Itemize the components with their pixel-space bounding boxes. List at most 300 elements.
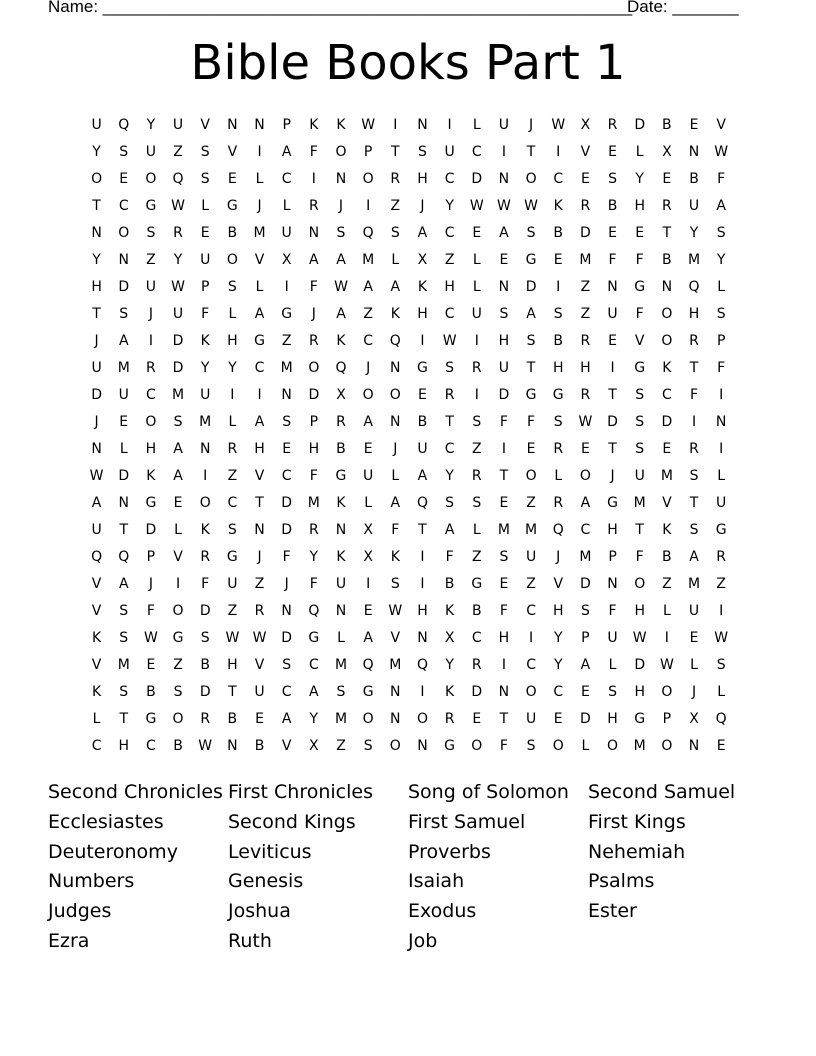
grid-letter: H [634, 683, 645, 700]
grid-letter: Z [146, 251, 156, 268]
grid-letter: U [471, 305, 482, 322]
grid-letter: E [608, 332, 617, 349]
grid-letter: G [607, 494, 618, 511]
grid-letter: D [118, 467, 130, 484]
grid-letter: D [145, 521, 157, 538]
grid-letter: E [363, 440, 373, 457]
grid-letter: U [145, 278, 157, 295]
grid-letter: A [309, 251, 319, 268]
grid-letter: O [661, 737, 673, 754]
grid-letter: Q [552, 521, 564, 538]
grid-letter: H [688, 305, 700, 322]
grid-letter: J [257, 548, 262, 565]
grid-letter: U [227, 575, 238, 592]
grid-letter: D [607, 413, 618, 430]
grid-letter: S [227, 278, 237, 295]
grid-letter: E [499, 575, 509, 592]
grid-letter: S [689, 467, 699, 484]
grid-letter: A [417, 467, 428, 484]
grid-letter: L [472, 278, 481, 295]
grid-letter: H [580, 359, 591, 376]
grid-letter: N [199, 440, 211, 457]
grid-letter: X [309, 737, 319, 754]
grid-letter: A [309, 683, 319, 700]
grid-letter: I [366, 575, 371, 592]
word-list-item: Ecclesiastes [48, 810, 164, 833]
grid-letter: F [635, 548, 644, 565]
grid-letter: T [119, 521, 129, 538]
grid-letter: G [634, 710, 646, 727]
grid-letter: R [146, 359, 156, 376]
grid-letter: A [254, 413, 265, 430]
grid-letter: U [498, 116, 510, 133]
grid-letter: A [580, 494, 591, 511]
grid-letter: D [634, 116, 646, 133]
grid-letter: A [281, 143, 292, 160]
grid-letter: V [716, 116, 726, 133]
grid-letter: F [146, 602, 155, 619]
grid-letter: L [255, 278, 264, 295]
grid-letter: U [363, 467, 374, 484]
grid-letter: B [471, 602, 482, 619]
grid-letter: K [336, 548, 346, 565]
grid-letter: H [118, 737, 129, 754]
grid-letter: S [526, 737, 536, 754]
word-list-item: Psalms [588, 870, 655, 893]
grid-letter: W [89, 467, 104, 484]
grid-letter: I [610, 359, 615, 376]
word-list [48, 778, 768, 957]
word-list-item: Ruth [228, 929, 272, 952]
grid-letter: R [471, 359, 482, 376]
grid-letter: A [91, 494, 102, 511]
grid-letter: W [714, 143, 729, 160]
grid-letter: S [200, 629, 210, 646]
grid-letter: U [688, 602, 700, 619]
grid-letter: A [336, 251, 346, 268]
grid-letter: F [309, 575, 318, 592]
grid-letter: L [608, 656, 617, 673]
word-list-item: Exodus [408, 900, 477, 923]
grid-letter: V [662, 494, 672, 511]
grid-letter: D [199, 602, 211, 619]
grid-letter: G [172, 629, 184, 646]
grid-letter: S [689, 521, 699, 538]
grid-letter: K [91, 629, 102, 646]
grid-letter: U [200, 251, 211, 268]
grid-letter: S [472, 413, 482, 430]
grid-letter: A [281, 710, 292, 727]
grid-letter: W [171, 197, 185, 214]
grid-letter: G [525, 386, 537, 403]
grid-letter: C [526, 602, 536, 619]
grid-letter: F [499, 737, 508, 754]
grid-letter: W [551, 116, 566, 133]
grid-letter: M [199, 413, 212, 430]
grid-letter: N [227, 737, 238, 754]
grid-letter: A [118, 332, 129, 349]
word-list-item: Ester [588, 900, 637, 923]
grid-letter: R [200, 710, 211, 727]
grid-letter: R [390, 170, 401, 187]
grid-letter: A [390, 494, 401, 511]
grid-letter: Z [580, 305, 591, 322]
grid-letter: Y [200, 359, 210, 376]
grid-letter: S [635, 386, 645, 403]
grid-letter: G [362, 683, 374, 700]
grid-letter: U [200, 386, 211, 403]
grid-letter: E [526, 440, 536, 457]
grid-letter: G [417, 359, 428, 376]
grid-letter: Z [227, 467, 238, 484]
word-list-item: Nehemiah [588, 840, 686, 863]
grid-letter: G [145, 197, 157, 214]
grid-letter: O [661, 305, 673, 322]
grid-letter: K [91, 683, 102, 700]
grid-letter: I [420, 548, 425, 565]
grid-letter: W [252, 629, 267, 646]
grid-letter: H [254, 440, 265, 457]
grid-letter: N [417, 629, 428, 646]
grid-letter: T [635, 521, 644, 538]
grid-letter: T [608, 386, 617, 403]
word-list-item: Ezra [48, 929, 90, 952]
grid-letter: O [634, 575, 646, 592]
grid-letter: D [580, 575, 591, 592]
grid-letter: D [172, 359, 184, 376]
grid-letter: C [444, 440, 455, 457]
grid-letter: M [334, 710, 348, 727]
grid-letter: E [689, 116, 699, 133]
grid-letter: W [632, 629, 647, 646]
grid-letter: J [366, 359, 371, 376]
grid-letter: S [716, 305, 726, 322]
grid-letter: N [118, 251, 129, 268]
grid-letter: Q [362, 224, 374, 241]
grid-letter: G [281, 305, 293, 322]
grid-letter: B [227, 710, 238, 727]
grid-letter: I [719, 386, 724, 403]
grid-letter: A [444, 521, 455, 538]
grid-letter: F [608, 251, 617, 268]
grid-letter: N [91, 224, 102, 241]
grid-letter: N [607, 278, 618, 295]
grid-letter: V [91, 602, 102, 619]
grid-letter: M [117, 656, 130, 673]
grid-letter: Y [445, 656, 454, 673]
grid-letter: A [254, 305, 265, 322]
grid-letter: E [662, 440, 672, 457]
grid-letter: M [389, 656, 402, 673]
grid-letter: Q [688, 278, 700, 295]
grid-letter: J [311, 305, 316, 322]
grid-letter: D [661, 413, 673, 430]
grid-letter: G [335, 467, 347, 484]
grid-letter: M [307, 494, 320, 511]
grid-letter: E [499, 494, 509, 511]
grid-letter: C [91, 737, 102, 754]
grid-letter: Z [254, 575, 265, 592]
grid-letter: H [417, 305, 428, 322]
grid-letter: I [257, 386, 262, 403]
grid-letter: O [607, 737, 619, 754]
grid-letter: K [662, 521, 672, 538]
grid-letter: S [173, 413, 183, 430]
grid-letter: O [172, 710, 184, 727]
grid-letter: H [498, 629, 510, 646]
word-list-item: Joshua [228, 900, 291, 923]
grid-letter: C [227, 494, 238, 511]
grid-letter: E [472, 224, 482, 241]
grid-letter: N [254, 116, 265, 133]
grid-letter: L [391, 251, 400, 268]
grid-letter: D [498, 386, 510, 403]
grid-letter: R [689, 332, 699, 349]
grid-letter: Q [308, 602, 320, 619]
grid-letter: E [716, 737, 726, 754]
grid-letter: N [254, 521, 265, 538]
grid-letter: W [334, 278, 348, 295]
grid-letter: R [689, 440, 699, 457]
grid-letter: R [336, 413, 346, 430]
grid-letter: W [198, 737, 213, 754]
grid-letter: J [94, 413, 99, 430]
grid-letter: I [556, 143, 561, 160]
grid-letter: X [363, 548, 373, 565]
grid-letter: A [417, 224, 428, 241]
grid-letter: U [417, 440, 428, 457]
grid-letter: J [610, 467, 615, 484]
grid-letter: S [499, 548, 509, 565]
grid-letter: K [445, 683, 455, 700]
grid-letter: I [691, 413, 697, 430]
grid-letter: O [416, 710, 428, 727]
grid-letter: N [118, 494, 129, 511]
grid-letter: L [717, 683, 726, 700]
grid-letter: I [203, 467, 208, 484]
grid-letter: W [469, 197, 484, 214]
grid-letter: L [391, 467, 400, 484]
grid-letter: N [715, 413, 727, 430]
grid-letter: N [390, 683, 401, 700]
grid-letter: M [633, 494, 646, 511]
grid-letter: H [417, 170, 428, 187]
grid-letter: B [553, 332, 564, 349]
grid-letter: H [444, 278, 455, 295]
grid-letter: K [417, 278, 428, 295]
grid-letter: D [634, 656, 646, 673]
grid-letter: L [255, 170, 264, 187]
grid-letter: V [390, 629, 401, 646]
grid-letter: H [227, 656, 238, 673]
grid-letter: K [445, 602, 455, 619]
grid-letter: R [254, 602, 265, 619]
letter-grid [83, 111, 735, 759]
grid-letter: B [662, 251, 672, 268]
grid-letter: L [174, 521, 182, 538]
grid-letter: K [200, 521, 210, 538]
grid-letter: Y [92, 251, 101, 268]
word-list-item: Numbers [48, 870, 135, 893]
grid-letter: E [662, 170, 672, 187]
grid-letter: I [501, 143, 506, 160]
grid-letter: J [691, 683, 697, 700]
word-list-item: Second Samuel [588, 781, 736, 803]
grid-letter: W [361, 116, 376, 133]
grid-letter: B [173, 737, 183, 754]
grid-letter: F [717, 170, 726, 187]
grid-letter: V [227, 143, 238, 160]
grid-letter: T [499, 467, 509, 484]
grid-letter: U [444, 143, 455, 160]
grid-letter: O [362, 386, 374, 403]
grid-letter: B [417, 413, 428, 430]
grid-letter: S [499, 305, 509, 322]
grid-letter: V [254, 251, 265, 268]
grid-letter: V [553, 575, 564, 592]
grid-letter: A [689, 548, 699, 565]
grid-letter: L [337, 629, 345, 646]
grid-letter: Y [445, 197, 454, 214]
grid-letter: K [336, 494, 346, 511]
grid-letter: B [607, 197, 618, 214]
grid-letter: B [662, 116, 672, 133]
grid-letter: W [714, 629, 729, 646]
grid-letter: E [580, 170, 590, 187]
grid-letter: J [148, 575, 153, 592]
grid-letter: Z [363, 305, 373, 322]
grid-letter: B [336, 440, 346, 457]
grid-letter: Z [526, 575, 536, 592]
grid-letter: S [119, 683, 129, 700]
grid-letter: Q [715, 710, 727, 727]
grid-letter: E [553, 251, 563, 268]
grid-letter: O [199, 494, 211, 511]
grid-letter: B [444, 575, 455, 592]
grid-letter: O [362, 170, 374, 187]
grid-letter: J [257, 197, 262, 214]
grid-letter: D [199, 683, 211, 700]
grid-letter: B [689, 170, 699, 187]
grid-letter: F [309, 278, 318, 295]
grid-letter: M [687, 575, 701, 592]
grid-letter: E [363, 602, 373, 619]
grid-letter: U [607, 629, 618, 646]
grid-letter: L [92, 710, 101, 727]
grid-letter: O [661, 332, 673, 349]
grid-letter: T [418, 521, 427, 538]
grid-letter: T [689, 359, 699, 376]
grid-letter: C [661, 386, 672, 403]
date-field-label: Date: _______ [627, 0, 739, 16]
grid-letter: I [420, 575, 425, 592]
grid-letter: P [716, 332, 726, 349]
grid-letter: N [281, 386, 292, 403]
grid-letter: G [308, 629, 320, 646]
grid-letter: D [471, 683, 483, 700]
grid-letter: K [146, 467, 156, 484]
grid-letter: U [335, 575, 347, 592]
grid-letter: I [148, 332, 153, 349]
grid-letter: L [472, 521, 481, 538]
grid-letter: I [501, 440, 506, 457]
grid-letter: R [607, 116, 618, 133]
grid-letter: A [499, 224, 509, 241]
grid-letter: Q [335, 359, 347, 376]
grid-letter: F [309, 143, 318, 160]
grid-letter: F [499, 413, 508, 430]
grid-letter: O [145, 170, 157, 187]
grid-letter: L [364, 494, 373, 511]
grid-letter: S [146, 224, 156, 241]
grid-letter: V [254, 656, 265, 673]
grid-letter: H [417, 602, 428, 619]
grid-letter: Y [92, 143, 101, 160]
grid-letter: V [254, 467, 265, 484]
grid-letter: F [445, 548, 454, 565]
word-list-item: First Chronicles [228, 781, 373, 803]
grid-letter: E [146, 656, 156, 673]
grid-letter: C [526, 656, 536, 673]
word-list-item: Genesis [228, 870, 304, 893]
grid-letter: N [417, 116, 428, 133]
grid-letter: A [363, 413, 373, 430]
grid-letter: Z [390, 197, 401, 214]
grid-letter: G [444, 737, 456, 754]
grid-letter: N [498, 278, 510, 295]
grid-letter: S [445, 494, 455, 511]
grid-letter: N [607, 575, 618, 592]
grid-letter: A [173, 467, 183, 484]
grid-letter: E [689, 629, 699, 646]
grid-letter: H [91, 278, 102, 295]
grid-letter: R [308, 521, 319, 538]
grid-letter: Z [173, 143, 183, 160]
grid-letter: R [227, 440, 238, 457]
grid-letter: E [418, 386, 427, 403]
grid-letter: L [581, 737, 590, 754]
grid-letter: Y [309, 548, 319, 565]
grid-letter: N [308, 224, 320, 241]
grid-letter: F [635, 251, 644, 268]
grid-letter: S [418, 143, 427, 160]
word-list-item: Deuteronomy [48, 840, 178, 863]
word-list-item: First Kings [588, 810, 686, 833]
grid-letter: M [253, 224, 266, 241]
grid-letter: O [389, 386, 401, 403]
grid-letter: N [91, 440, 102, 457]
grid-letter: W [497, 197, 511, 214]
grid-letter: G [145, 494, 157, 511]
grid-letter: N [498, 170, 510, 187]
grid-letter: Y [635, 170, 644, 187]
grid-letter: W [171, 278, 185, 295]
word-list-item: Isaiah [408, 870, 465, 893]
grid-letter: V [91, 656, 102, 673]
grid-letter: T [526, 143, 536, 160]
grid-letter: U [281, 224, 292, 241]
grid-letter: F [527, 413, 536, 430]
grid-letter: R [308, 332, 319, 349]
grid-letter: G [552, 386, 564, 403]
word-list-item: Job [408, 929, 438, 952]
grid-letter: E [282, 440, 292, 457]
grid-letter: D [172, 332, 184, 349]
grid-letter: C [308, 656, 319, 673]
grid-letter: N [390, 710, 401, 727]
grid-letter: J [393, 440, 398, 457]
grid-letter: J [529, 116, 534, 133]
